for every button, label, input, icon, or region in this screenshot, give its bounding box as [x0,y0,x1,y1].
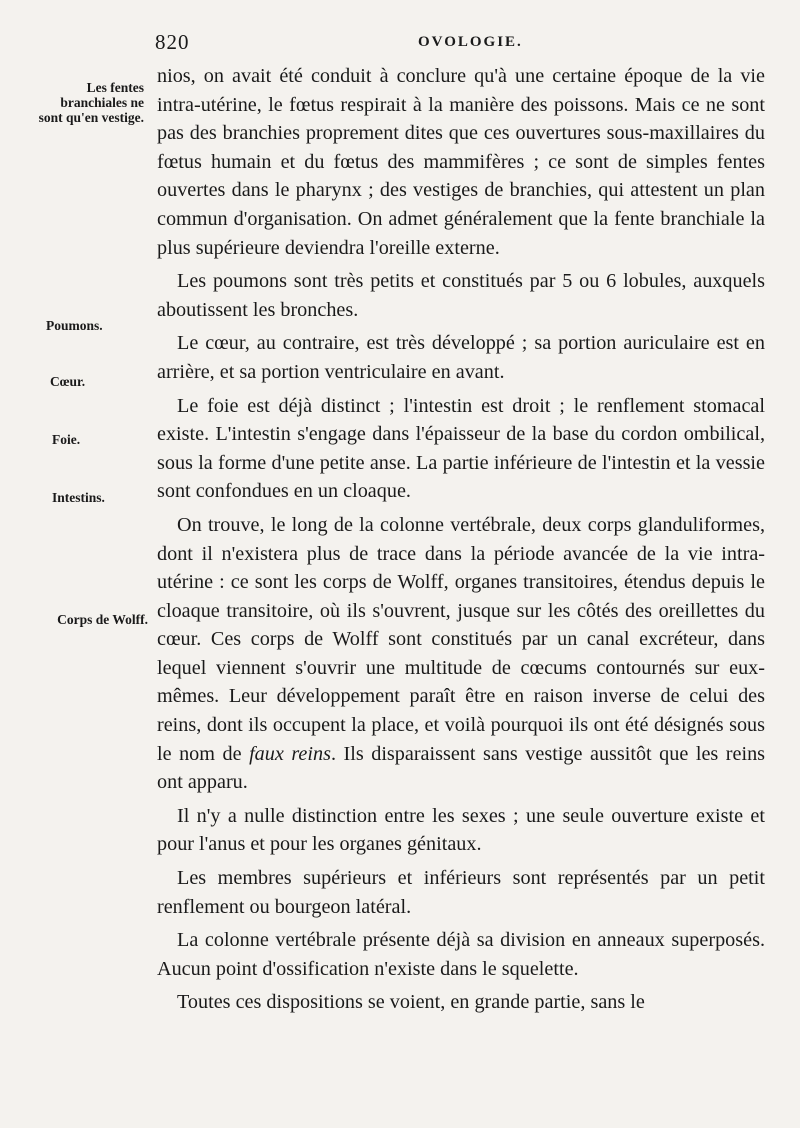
margin-note-poumons: Poumons. [46,318,103,333]
margin-note-coeur: Cœur. [50,374,86,389]
paragraph: nios, on avait été conduit à conclure qu'à une certaine époque de la vie intra-utérine, le fœtus respirait à la manière des poissons. Mais ce ne sont pas des branchies proprement dites que ces ouvertures sous-maxillaires du fœtus humain et du fœtus des mammifères ; ce sont de simples fentes ouvertes dans le pharynx ; des vestiges de branchies, qui attestent un plan commun d'organisation. On admet généralement que la fente branchiale la plus supérieure deviendra l'oreille externe. [157,65,765,259]
paragraph: La colonne vertébrale présente déjà sa division en anneaux superposés. Aucun point d'ossification n'existe dans le squelette. [157,929,765,980]
paragraph: Le cœur, au contraire, est très développé ; sa portion auriculaire est en arrière, et sa portion ventriculaire en avant. [157,332,765,383]
paragraph: Les poumons sont très petits et constitués par 5 ou 6 lobules, auxquels aboutissent les bronches. [157,270,765,321]
paragraph-text: On trouve, le long de la colonne vertébrale, deux corps glanduliformes, dont il n'existera plus de trace dans la période avancée de la vie intra-utérine : ce sont les corps de Wolff, organes transitoires, étendus depuis le cloaque transitoire, où ils s'ouvrent, jusque sur les côtés des oreillettes du cœur. Ces corps de Wolff sont constitués par un canal excréteur, dans lequel viennent s'ouvrir une multitude de cœcums contournés sur eux-mêmes. Leur développement paraît être en raison inverse de celui des reins, dont ils occupent la place, et voilà pourquoi ils ont été désignés sous le nom de [157,513,765,765]
italic-term: faux reins [249,742,331,765]
paragraph: Toutes ces dispositions se voient, en grande partie, sans le [177,991,645,1014]
paragraph: Le foie est déjà distinct ; l'intestin est droit ; le renflement stomacal existe. L'intestin s'engage dans l'épaisseur de la base du cordon ombilical, sous la forme d'une petite anse. La partie inférieure de l'intestin et la vessie sont confondues en un cloaque. [157,394,765,503]
margin-note-fentes: Les fentes branchiales ne sont qu'en vestige. [38,80,144,125]
margin-note-intestins: Intestins. [52,490,105,505]
margin-note-corps-de-wolff: Corps de Wolff. [57,612,148,627]
paragraph [157,511,765,797]
paragraph: Il n'y a nulle distinction entre les sexes ; une seule ouverture existe et pour l'anus et pour les organes génitaux. [157,804,765,856]
page-number: 820 [155,30,190,54]
body-text [157,62,765,1017]
paragraph-text: . Ils disparaissent sans vestige aussitôt que les reins ont apparu. [157,742,766,794]
margin-note-foie: Foie. [52,432,81,447]
paragraph: Les membres supérieurs et inférieurs sont représentés par un petit renflement ou bourgeon latéral. [157,867,765,918]
running-title: OVOLOGIE. [418,34,523,50]
page-header [0,30,800,60]
